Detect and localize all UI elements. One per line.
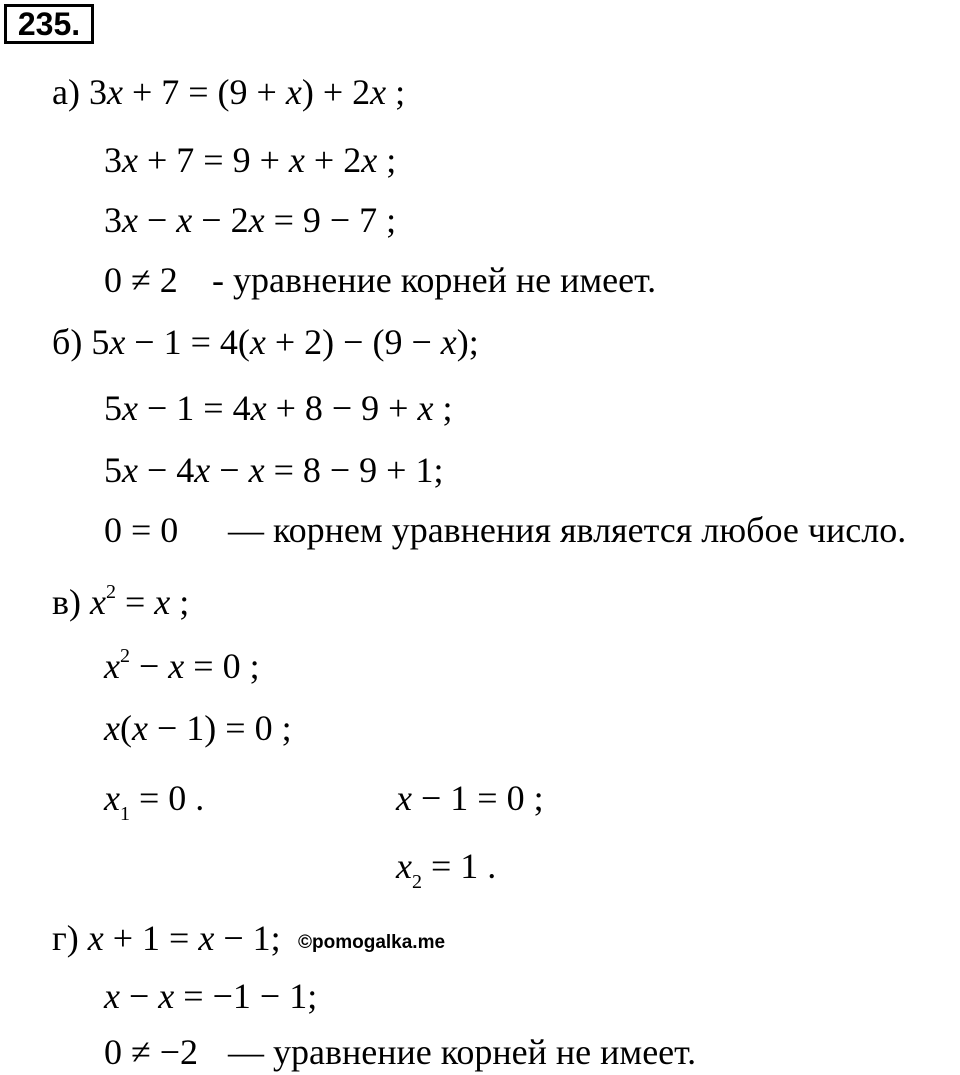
part-c-step-1: $x^2 - x = 0$ ; [104,645,260,686]
part-a-label: а) [52,72,80,112]
part-c-root-1: $x_1 = 0$ . [104,778,205,825]
part-a-equation: а) 3x + 7 = (9 + x) + 2x ; [52,72,406,112]
part-c-label: в) [52,582,81,622]
part-a-step-1: 3x + 7 = 9 + x + 2x ; [104,140,397,180]
part-d-result: 0 ≠ −2 [104,1032,199,1072]
part-b-label: б) [52,322,83,362]
part-d-conclusion: — уравнение корней не имеет. [228,1032,697,1072]
part-c-step-2: x(x − 1) = 0 ; [104,708,292,748]
part-b-step-2: 5x − 4x − x = 8 − 9 + 1; [104,450,444,490]
part-a-conclusion: - уравнение корней не имеет. [212,260,657,300]
watermark: ©pomogalka.me [298,932,446,953]
part-b-result: 0 = 0 [104,510,179,550]
part-d-equation: г) x + 1 = x − 1; [52,918,281,958]
part-c-equation: в) $x^2 = x$ ; [52,581,190,622]
part-d-step-1: x − x = −1 − 1; [104,976,318,1016]
part-a-result: 0 ≠ 2 [104,260,178,300]
part-c-step-3: x − 1 = 0 ; [396,778,544,818]
part-b-equation: б) 5x − 1 = 4(x + 2) − (9 − x); [52,322,479,362]
part-b-conclusion: — корнем уравнения является любое число. [228,510,907,550]
part-c-root-2: $x_2 = 1$ . [396,846,497,893]
part-a-step-2: 3x − x − 2x = 9 − 7 ; [104,200,397,240]
problem-number: 235. [4,4,94,44]
part-d-label: г) [52,918,79,958]
part-b-step-1: 5x − 1 = 4x + 8 − 9 + x ; [104,388,453,428]
